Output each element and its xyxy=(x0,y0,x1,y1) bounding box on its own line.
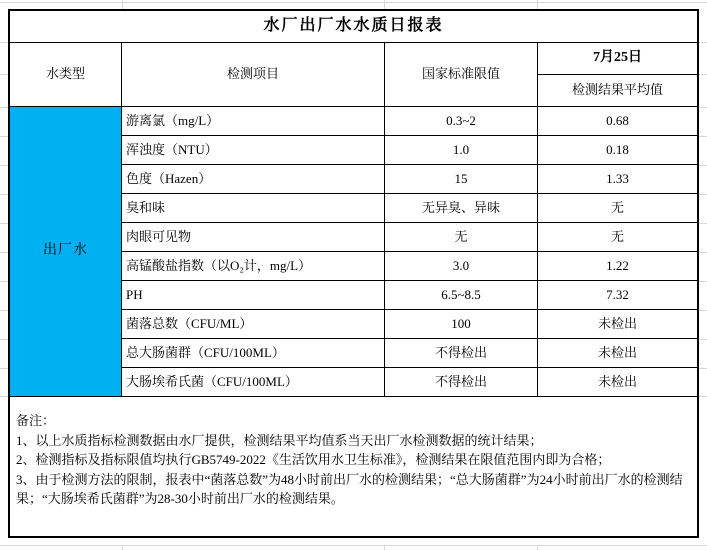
gridline xyxy=(0,310,8,311)
gridline xyxy=(0,368,8,369)
standard-limit-cell: 不得检出 xyxy=(385,339,538,368)
gridline xyxy=(0,194,8,195)
standard-limit-cell: 6.5~8.5 xyxy=(385,281,538,310)
gridline xyxy=(0,165,8,166)
gridline xyxy=(699,223,707,224)
report-grid xyxy=(10,11,697,397)
gridline xyxy=(699,339,707,340)
standard-limit-cell: 100 xyxy=(385,310,538,339)
standard-limit-cell: 0.3~2 xyxy=(385,107,538,136)
test-item-cell: 游离氯（mg/L） xyxy=(122,107,385,136)
result-cell: 无 xyxy=(538,194,697,223)
standard-limit-cell: 不得检出 xyxy=(385,368,538,397)
result-cell: 未检出 xyxy=(538,368,697,397)
gridline xyxy=(537,545,538,550)
result-cell: 0.68 xyxy=(538,107,697,136)
notes-label: 备注： xyxy=(16,413,56,428)
test-item-cell: PH xyxy=(122,281,385,310)
gridline xyxy=(699,107,707,108)
header-national-limit: 国家标准限值 xyxy=(385,43,538,107)
standard-limit-cell: 15 xyxy=(385,165,538,194)
gridline xyxy=(699,74,707,75)
gridline xyxy=(0,396,8,397)
gridline xyxy=(0,252,8,253)
note-line-2: 2、检测指标及指标限值均执行GB5749-2022《生活饮用水卫生标准》，检测结果在限值范围内即为合格； xyxy=(16,452,611,467)
gridline xyxy=(122,0,123,9)
gridline xyxy=(699,136,707,137)
water-type-merged-cell: 出厂水 xyxy=(10,107,122,397)
header-result-average: 检测结果平均值 xyxy=(538,75,697,107)
gridline xyxy=(699,42,707,43)
test-item-cell: 浑浊度（NTU） xyxy=(122,136,385,165)
test-item-cell: 菌落总数（CFU/ML） xyxy=(122,310,385,339)
header-date: 7月25日 xyxy=(538,43,697,75)
water-quality-report-table xyxy=(8,9,699,538)
standard-limit-cell: 1.0 xyxy=(385,136,538,165)
gridline xyxy=(699,194,707,195)
gridline xyxy=(0,223,8,224)
gridline xyxy=(537,0,538,9)
header-water-type: 水类型 xyxy=(10,43,122,107)
test-item-cell: 高锰酸盐指数（以O₂计，mg/L） xyxy=(122,252,385,281)
gridline xyxy=(0,545,707,546)
header-test-item: 检测项目 xyxy=(122,43,385,107)
result-cell: 7.32 xyxy=(538,281,697,310)
gridline xyxy=(0,281,8,282)
test-item-cell: 总大肠菌群（CFU/100ML） xyxy=(122,339,385,368)
test-item-cell: 大肠埃希氏菌（CFU/100ML） xyxy=(122,368,385,397)
gridline xyxy=(384,545,385,550)
notes-section xyxy=(10,397,697,536)
gridline xyxy=(0,339,8,340)
result-cell: 无 xyxy=(538,223,697,252)
gridline xyxy=(0,2,707,3)
note-line-1: 1、以上水质指标检测数据由水厂提供，检测结果平均值系当天出厂水检测数据的统计结果； xyxy=(16,432,543,448)
result-cell: 1.22 xyxy=(538,252,697,281)
gridline xyxy=(0,107,8,108)
gridline xyxy=(122,545,123,550)
result-cell: 1.33 xyxy=(538,165,697,194)
gridline xyxy=(699,281,707,282)
result-cell: 0.18 xyxy=(538,136,697,165)
test-item-cell: 肉眼可见物 xyxy=(122,223,385,252)
gridline xyxy=(0,136,8,137)
gridline xyxy=(699,368,707,369)
gridline xyxy=(0,74,8,75)
gridline xyxy=(699,396,707,397)
test-item-cell: 色度（Hazen） xyxy=(122,165,385,194)
note-line-3: 3、由于检测方法的限制，报表中“菌落总数”为48小时前出厂水的检测结果；“总大肠菌群”为24小时前出厂水的检测结果；“大肠埃希氏菌群”为28-30小时前出厂水的检测结果。 xyxy=(16,471,683,506)
gridline xyxy=(384,0,385,9)
standard-limit-cell: 3.0 xyxy=(385,252,538,281)
report-title: 水厂出厂水水质日报表 xyxy=(10,11,697,43)
gridline xyxy=(699,165,707,166)
gridline xyxy=(699,252,707,253)
result-cell: 未检出 xyxy=(538,310,697,339)
test-item-cell: 臭和味 xyxy=(122,194,385,223)
standard-limit-cell: 无 xyxy=(385,223,538,252)
result-cell: 未检出 xyxy=(538,339,697,368)
gridline xyxy=(0,42,8,43)
gridline xyxy=(699,310,707,311)
standard-limit-cell: 无异臭、异味 xyxy=(385,194,538,223)
